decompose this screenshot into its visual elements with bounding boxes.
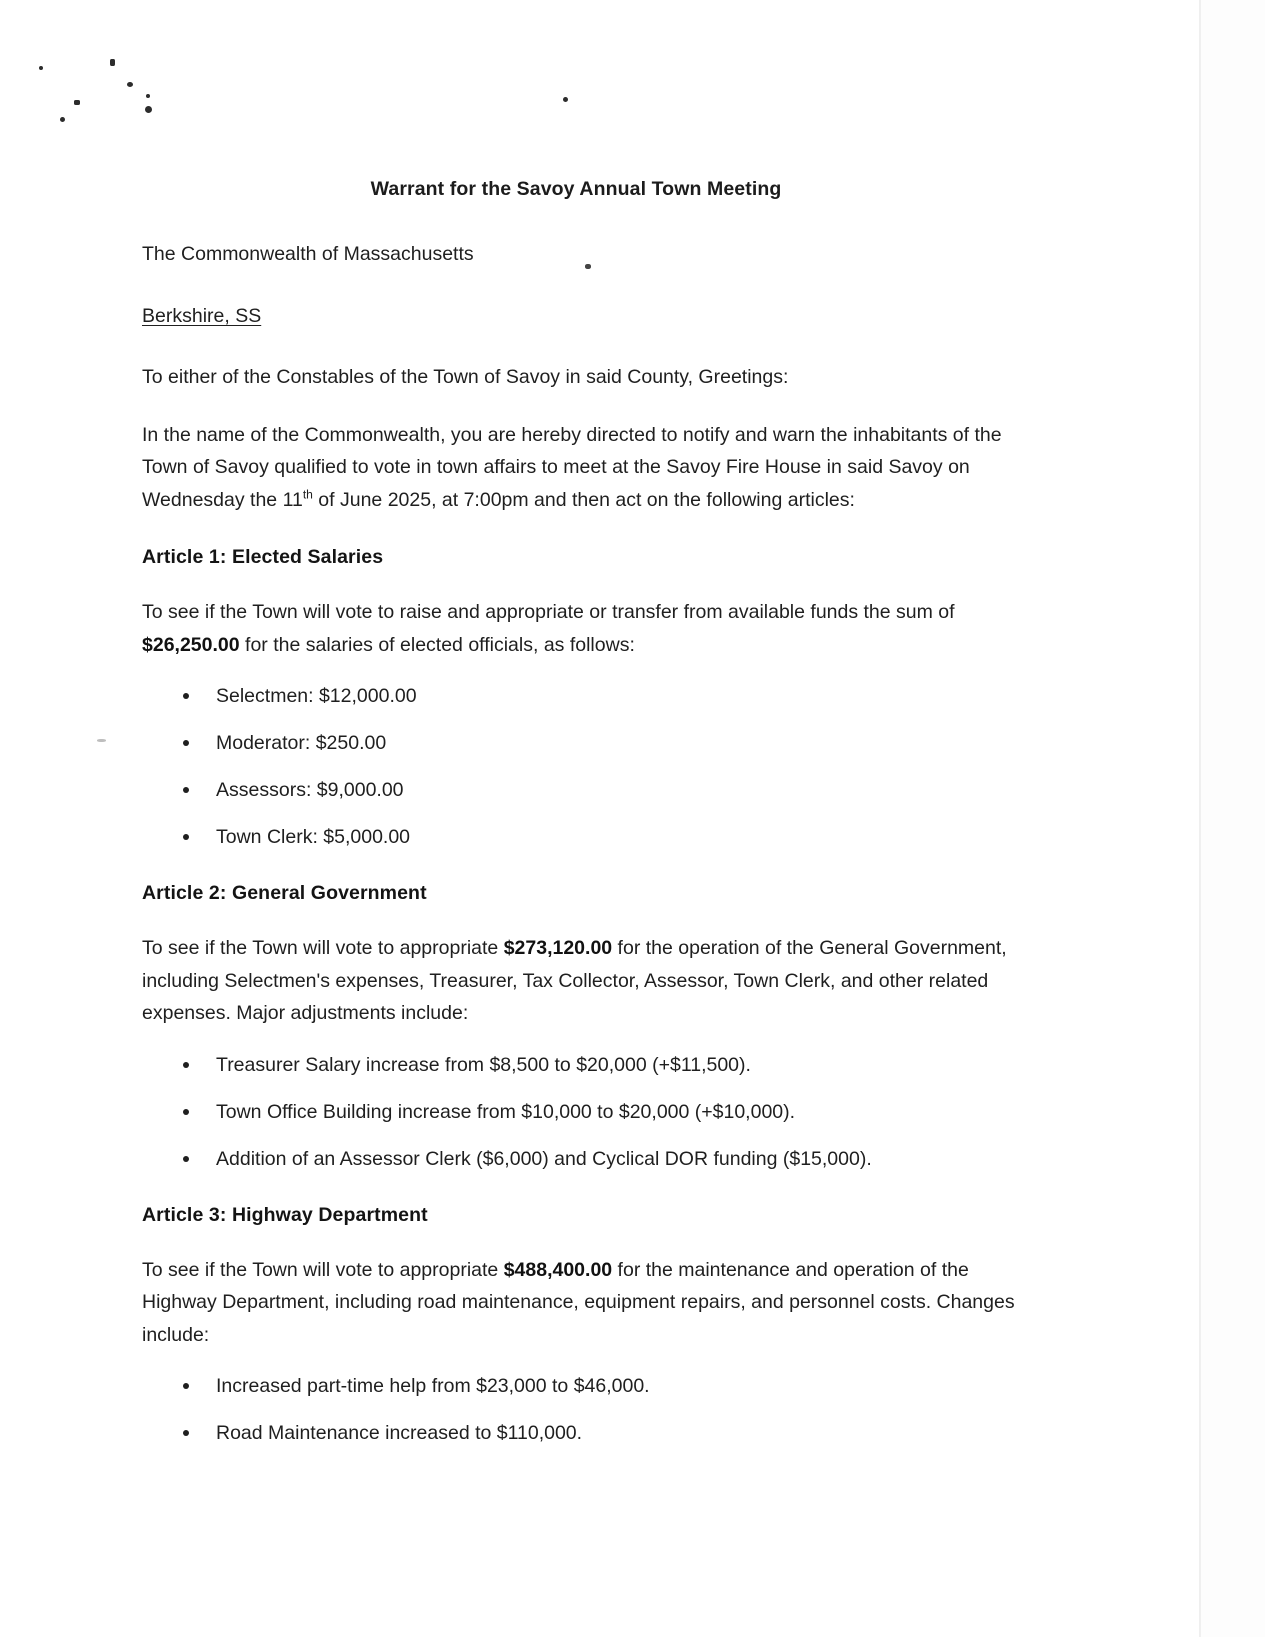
list-item (142, 1418, 1038, 1448)
article-body-3-prefix: To see if the Town will vote to appropriate (142, 1258, 504, 1281)
scan-speck (74, 100, 80, 105)
list-item (142, 728, 1038, 758)
list-item (142, 1050, 1038, 1080)
notice-text-part-1: In the name of the Commonwealth, you are hereby directed to notify and warn the inhabitants of the Town of Savoy qualified to vote in town affairs to meet at the Savoy Fire House in said Savoy on Wednesday the 11 (142, 423, 1002, 511)
article-body-2 (142, 932, 1038, 1030)
bullet-dot-icon (183, 740, 189, 746)
scan-speck (97, 739, 106, 742)
scan-right-margin (1201, 0, 1265, 1637)
article-amount-1: $26,250.00 (142, 633, 240, 656)
bullet-dot-icon (183, 1109, 189, 1115)
bullet-dot-icon (183, 693, 189, 699)
article-heading-2: Article 2: General Government (142, 882, 427, 904)
list-item-label: Treasurer Salary increase from $8,500 to $20,000 (+$11,500). (216, 1053, 751, 1076)
scan-speck (39, 66, 43, 70)
list-item-label: Town Office Building increase from $10,000 to $20,000 (+$10,000). (216, 1100, 796, 1123)
list-item-label: Increased part-time help from $23,000 to $46,000. (216, 1375, 650, 1397)
list-item (142, 1144, 1038, 1174)
spacer (142, 332, 1038, 361)
list-item-label: Road Maintenance increased to $110,000. (216, 1422, 583, 1444)
article-body-1-prefix: To see if the Town will vote to raise and appropriate or transfer from available funds the sum of (142, 601, 955, 623)
ordinal-suffix: th (302, 487, 313, 501)
notice-text-part-2: of June 2025, at 7:00pm and then act on the following articles: (312, 488, 855, 511)
list-item (142, 775, 1038, 805)
spacer (142, 394, 1038, 419)
county-line-text: Berkshire, SS (142, 304, 262, 327)
commonwealth-line: The Commonwealth of Massachusetts (142, 243, 474, 265)
article-amount-2: $273,120.00 (503, 937, 613, 959)
spacer (142, 516, 1038, 543)
page-title: Warrant for the Savoy Annual Town Meeting (370, 178, 782, 200)
county-line (142, 300, 1038, 333)
spacer (142, 852, 1038, 879)
article-body-2-prefix: To see if the Town will vote to appropriate (142, 937, 504, 959)
article-heading-1: Article 1: Elected Salaries (142, 546, 384, 568)
bullet-dot-icon (183, 834, 189, 840)
list-item-label: Assessors: $9,000.00 (216, 779, 404, 801)
article-body-3-suffix: for the maintenance and operation of the Highway Department, including road maintenance, equipment repairs, and personnel costs. Changes include: (142, 1258, 1015, 1346)
list-item-label: Selectmen: $12,000.00 (216, 685, 417, 707)
article-body-3 (142, 1254, 1038, 1352)
scan-edge-line (1199, 0, 1201, 1637)
bullet-dot-icon (183, 1430, 189, 1436)
spacer (142, 201, 1038, 238)
list-item-label: Addition of an Assessor Clerk ($6,000) and Cyclical DOR funding ($15,000). (216, 1147, 872, 1170)
article-heading-3: Article 3: Highway Department (142, 1203, 428, 1226)
scan-speck (127, 82, 133, 87)
bullet-dot-icon (183, 787, 189, 793)
article-bullets-3 (142, 1371, 1038, 1448)
spacer (142, 271, 1038, 300)
document-body (142, 0, 1038, 1448)
list-item (142, 822, 1038, 852)
notice-paragraph (142, 419, 1038, 517)
spacer (142, 1229, 1038, 1254)
article-body-1-suffix: for the salaries of elected officials, as follows: (239, 633, 635, 656)
article-amount-3: $488,400.00 (503, 1258, 613, 1281)
greeting-line: To either of the Constables of the Town of Savoy in said County, Greetings: (142, 366, 789, 388)
bullet-dot-icon (183, 1383, 189, 1389)
list-item (142, 1097, 1038, 1127)
bullet-dot-icon (183, 1062, 189, 1068)
bullet-dot-icon (183, 1156, 189, 1162)
list-item-label: Town Clerk: $5,000.00 (216, 826, 411, 848)
scan-speck (110, 59, 115, 66)
list-item (142, 681, 1038, 711)
scan-speck (60, 117, 65, 122)
article-body-2-suffix: for the operation of the General Government, including Selectmen's expenses, Treasurer, Tax Collector, Assessor, Town Clerk, and other related expenses. Major adjustments include: (142, 937, 1007, 1024)
article-body-1 (142, 596, 1038, 661)
article-bullets-2 (142, 1050, 1038, 1174)
spacer (142, 1174, 1038, 1201)
spacer (142, 907, 1038, 932)
list-item-label: Moderator: $250.00 (216, 732, 387, 754)
article-bullets-1 (142, 681, 1038, 852)
spacer (142, 571, 1038, 596)
list-item (142, 1371, 1038, 1401)
